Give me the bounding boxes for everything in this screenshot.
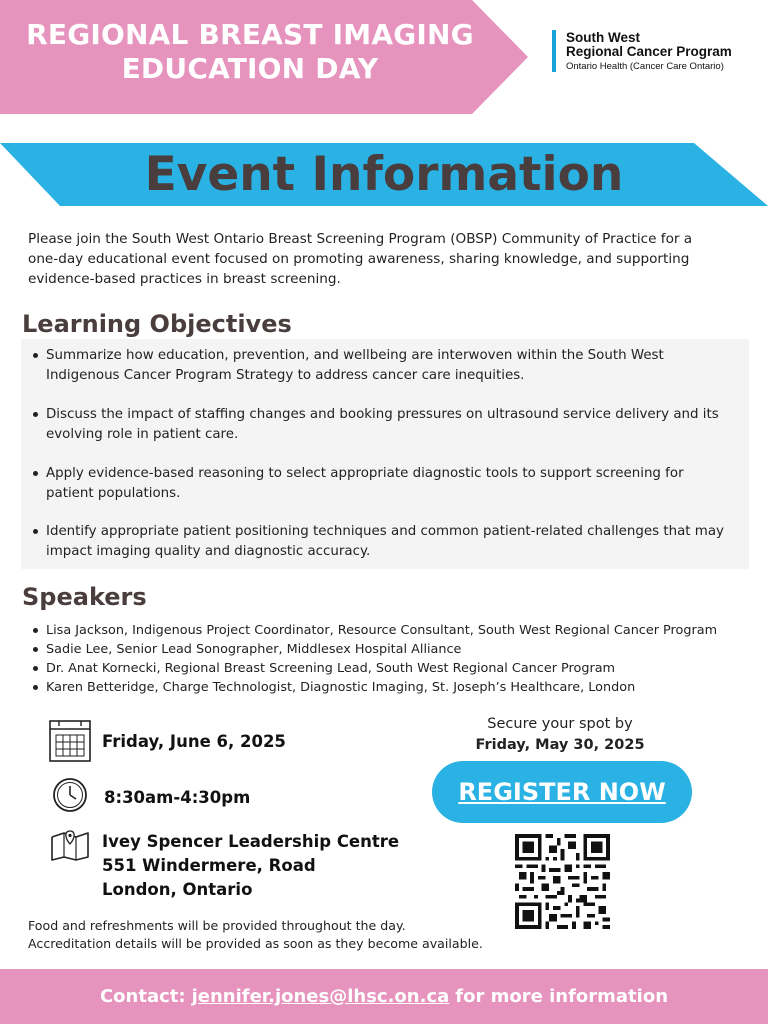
objective-line: Identify appropriate patient positioning techniques and common patient-related challenges that may (46, 524, 724, 539)
bullet-icon (33, 529, 38, 534)
intro-line: Please join the South West Ontario Breast Screening Program (OBSP) Community of Practice for a (28, 231, 693, 247)
objective-line: Indigenous Cancer Program Strategy to address cancer care inequities. (46, 368, 525, 383)
speaker-item: Lisa Jackson, Indigenous Project Coordinator, Resource Consultant, South West Regional Cancer Program (46, 623, 718, 638)
map-icon (50, 829, 90, 861)
bullet-icon (33, 647, 38, 652)
event-time: 8:30am-4:30pm (104, 788, 251, 807)
venue-city: London, Ontario (102, 880, 253, 899)
venue-address (102, 830, 399, 902)
speaker-item: Sadie Lee, Senior Lead Sonographer, Middlesex Hospital Alliance (46, 642, 462, 657)
event-date: Friday, June 6, 2025 (102, 732, 286, 751)
event-title (0, 18, 500, 86)
speaker-item: Dr. Anat Kornecki, Regional Breast Screening Lead, South West Regional Cancer Program (46, 661, 616, 676)
food-note: Food and refreshments will be provided throughout the day. (28, 918, 406, 933)
registration-deadline: Friday, May 30, 2025 (475, 737, 645, 753)
objective-line: Discuss the impact of staffing changes and booking pressures on ultrasound service delivery and its (46, 407, 719, 422)
learning-objectives-heading: Learning Objectives (22, 310, 292, 338)
speakers-heading: Speakers (22, 583, 147, 611)
accreditation-note: Accreditation details will be provided as soon as they become available. (28, 936, 483, 951)
objective-line: evolving role in patient care. (46, 427, 239, 442)
qr-code-icon[interactable] (515, 834, 610, 929)
speaker-item: Karen Betteridge, Charge Technologist, Diagnostic Imaging, St. Joseph’s Healthcare, London (46, 680, 636, 695)
objective-item (46, 522, 744, 562)
register-now-button[interactable]: REGISTER NOW (432, 761, 692, 823)
logo-bar (552, 30, 556, 72)
logo-line3: Ontario Health (Cancer Care Ontario) (566, 61, 724, 72)
objective-item (46, 346, 744, 386)
event-info-heading: Event Information (144, 147, 624, 202)
bullet-icon (33, 412, 38, 417)
calendar-icon (49, 720, 91, 762)
contact-bar (0, 969, 768, 1024)
event-title-line2: EDUCATION DAY (121, 52, 379, 85)
bullet-icon (33, 628, 38, 633)
venue-name: Ivey Spencer Leadership Centre (102, 832, 400, 851)
bullet-icon (33, 685, 38, 690)
bullet-icon (33, 353, 38, 358)
clock-icon (52, 777, 88, 813)
contact-prefix: Contact: (99, 986, 186, 1007)
intro-line: one-day educational event focused on promoting awareness, sharing knowledge, and supporting (28, 251, 690, 267)
contact-suffix: for more information (455, 986, 669, 1007)
venue-street: 551 Windermere, Road (102, 856, 316, 875)
objective-line: Summarize how education, prevention, and wellbeing are interwoven within the South West (46, 348, 664, 363)
intro-line: evidence-based practices in breast screening. (28, 271, 341, 287)
bullet-icon (33, 471, 38, 476)
objective-line: impact imaging quality and diagnostic accuracy. (46, 544, 371, 559)
secure-spot-text: Secure your spot by (487, 716, 633, 732)
bullet-icon (33, 666, 38, 671)
contact-email-link[interactable]: jennifer.jones@lhsc.on.ca (191, 986, 450, 1007)
objective-line: patient populations. (46, 486, 181, 501)
logo-line1: South West (566, 30, 640, 45)
event-title-line1: REGIONAL BREAST IMAGING (26, 18, 474, 51)
intro-paragraph (28, 229, 748, 289)
objective-item (46, 464, 744, 504)
objective-item (46, 405, 744, 445)
objective-line: Apply evidence-based reasoning to select appropriate diagnostic tools to support screening for (46, 466, 684, 481)
logo-line2: Regional Cancer Program (566, 44, 732, 59)
